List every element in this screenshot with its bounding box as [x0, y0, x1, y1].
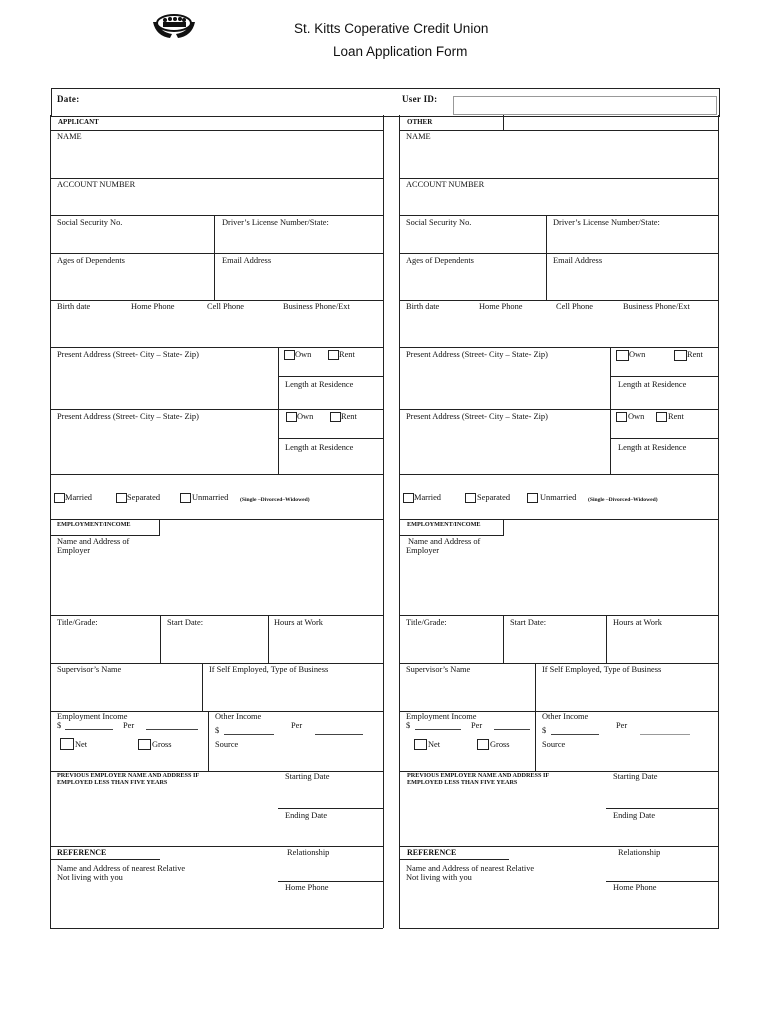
self-employed-label: If Self Employed, Type of Business: [209, 665, 329, 674]
unmarried-label: Unmarried: [192, 493, 229, 502]
relative-label-1: Name and Address of nearest Relative: [57, 864, 186, 873]
account-number-label: ACCOUNT NUMBER: [57, 180, 136, 189]
other-own-label: Own: [629, 350, 646, 359]
own-checkbox-2[interactable]: [286, 412, 297, 422]
gross-checkbox[interactable]: [138, 739, 151, 750]
start-date-label: Start Date:: [167, 618, 204, 627]
other-income-per-line[interactable]: [494, 729, 530, 730]
per-label: Per: [123, 721, 135, 730]
other-net-checkbox[interactable]: [414, 739, 427, 750]
supervisor-label: Supervisor’s Name: [57, 665, 122, 674]
other-supervisor-label: Supervisor’s Name: [406, 665, 471, 674]
other-home-phone-label: Home Phone: [479, 302, 523, 311]
employer-label-2: Employer: [57, 546, 91, 555]
source-label: Source: [215, 740, 239, 749]
other-cell-phone-label: Cell Phone: [556, 302, 593, 311]
length-residence-label-2: Length at Residence: [285, 443, 354, 452]
dollar-sign: $: [57, 721, 62, 730]
other-unmarried-note: (Single –Divorced–Widowed): [588, 497, 658, 503]
unmarried-note: (Single –Divorced–Widowed): [240, 497, 310, 503]
other-other-per-label: Per: [616, 721, 628, 730]
other-relationship-label: Relationship: [618, 848, 661, 857]
ages-dependents-label: Ages of Dependents: [57, 256, 125, 265]
other-other-income-label: Other Income: [542, 712, 589, 721]
other-emp-per-label: Per: [471, 721, 483, 730]
married-checkbox[interactable]: [54, 493, 65, 503]
employment-label: EMPLOYMENT/INCOME: [57, 521, 131, 528]
business-phone-label: Business Phone/Ext: [283, 302, 350, 311]
other-income-amount-line[interactable]: [415, 729, 461, 730]
other-income-label: Other Income: [215, 712, 262, 721]
other-ending-date-label: Ending Date: [613, 811, 656, 820]
other-employer-label-1: Name and Address of: [408, 537, 481, 546]
other-ssn-label: Social Security No.: [406, 218, 472, 227]
ref-home-phone-label: Home Phone: [285, 883, 329, 892]
other-rent-checkbox-2[interactable]: [656, 412, 667, 422]
prev-employer-label-1: PREVIOUS EMPLOYER NAME AND ADDRESS IF: [57, 772, 200, 779]
starting-date-label: Starting Date: [285, 772, 330, 781]
other-separated-label: Separated: [477, 493, 511, 502]
hours-work-label: Hours at Work: [274, 618, 323, 627]
date-label: Date:: [57, 94, 80, 104]
other-employer-label-2: Employer: [406, 546, 440, 555]
other-self-employed-label: If Self Employed, Type of Business: [542, 665, 662, 674]
income-per-line[interactable]: [146, 729, 198, 730]
other-unmarried-label: Unmarried: [540, 493, 577, 502]
unmarried-checkbox[interactable]: [180, 493, 191, 503]
rent-checkbox[interactable]: [328, 350, 339, 360]
rent-checkbox-2[interactable]: [330, 412, 341, 422]
other-unmarried-checkbox[interactable]: [527, 493, 538, 503]
other-start-date-label: Start Date:: [510, 618, 547, 627]
other-source-label: Source: [542, 740, 566, 749]
other-length-residence-label: Length at Residence: [618, 380, 687, 389]
employer-label-1: Name and Address of: [57, 537, 130, 546]
gross-label: Gross: [152, 740, 172, 749]
other-rent-label-2: Rent: [668, 412, 684, 421]
other-reference-label: REFERENCE: [407, 848, 457, 857]
applicant-section-label: APPLICANT: [58, 118, 99, 126]
other-dollar-sign: $: [215, 726, 220, 735]
other-birth-date-label: Birth date: [406, 302, 440, 311]
other-emp-dollar-sign: $: [406, 721, 411, 730]
other-hours-work-label: Hours at Work: [613, 618, 662, 627]
other-married-checkbox[interactable]: [403, 493, 414, 503]
other-prev-employer-label-2: EMPLOYED LESS THAN FIVE YEARS: [407, 779, 518, 786]
other-employment-label: EMPLOYMENT/INCOME: [407, 521, 481, 528]
title-grade-label: Title/Grade:: [57, 618, 98, 627]
other-present-address-label-2: Present Address (Street- City – State- Zip): [406, 412, 548, 421]
other-married-label: Married: [414, 493, 441, 502]
hands-holding-people-icon: [150, 12, 198, 42]
other-business-phone-label: Business Phone/Ext: [623, 302, 690, 311]
other-email-label: Email Address: [553, 256, 603, 265]
married-label: Married: [65, 493, 92, 502]
prev-employer-label-2: EMPLOYED LESS THAN FIVE YEARS: [57, 779, 168, 786]
other-other-dollar-sign: $: [542, 726, 547, 735]
other-length-residence-label-2: Length at Residence: [618, 443, 687, 452]
net-label: Net: [75, 740, 88, 749]
other-drivers-license-label: Driver’s License Number/State:: [553, 218, 660, 227]
other-other-per-line[interactable]: [640, 734, 690, 735]
other-rent-checkbox[interactable]: [674, 350, 687, 361]
relationship-label: Relationship: [287, 848, 330, 857]
other-own-checkbox-2[interactable]: [616, 412, 627, 422]
other-separated-checkbox[interactable]: [465, 493, 476, 503]
other-gross-label: Gross: [490, 740, 510, 749]
birth-date-label: Birth date: [57, 302, 91, 311]
other-rent-label: Rent: [687, 350, 703, 359]
separated-checkbox[interactable]: [116, 493, 127, 503]
present-address-label-2: Present Address (Street- City – State- Zip): [57, 412, 199, 421]
other-own-label-2: Own: [628, 412, 645, 421]
other-starting-date-label: Starting Date: [613, 772, 658, 781]
own-checkbox[interactable]: [284, 350, 295, 360]
relative-label-2: Not living with you: [57, 873, 123, 882]
email-label: Email Address: [222, 256, 272, 265]
other-ref-home-phone-label: Home Phone: [613, 883, 657, 892]
length-residence-label: Length at Residence: [285, 380, 354, 389]
own-label-2: Own: [297, 412, 314, 421]
name-label: NAME: [57, 132, 82, 141]
form-title: Loan Application Form: [333, 44, 468, 59]
ending-date-label: Ending Date: [285, 811, 328, 820]
own-label: Own: [295, 350, 312, 359]
employment-income-label: Employment Income: [57, 712, 128, 721]
other-gross-checkbox[interactable]: [477, 739, 489, 750]
logo: [150, 12, 198, 42]
other-ages-dependents-label: Ages of Dependents: [406, 256, 474, 265]
user-id-label: User ID:: [402, 94, 438, 104]
separated-label: Separated: [127, 493, 161, 502]
cell-phone-label: Cell Phone: [207, 302, 244, 311]
other-employment-income-label: Employment Income: [406, 712, 477, 721]
other-title-grade-label: Title/Grade:: [406, 618, 447, 627]
other-other-amount-line[interactable]: [551, 734, 599, 735]
other-income-amount-line[interactable]: [224, 734, 274, 735]
other-present-address-label: Present Address (Street- City – State- Zip): [406, 350, 548, 359]
org-name: St. Kitts Coperative Credit Union: [294, 21, 489, 36]
other-account-number-label: ACCOUNT NUMBER: [406, 180, 485, 189]
present-address-label: Present Address (Street- City – State- Zip): [57, 350, 199, 359]
other-own-checkbox[interactable]: [616, 350, 629, 361]
other-section-label: OTHER: [407, 118, 433, 126]
other-net-label: Net: [428, 740, 441, 749]
home-phone-label: Home Phone: [131, 302, 175, 311]
other-prev-employer-label-1: PREVIOUS EMPLOYER NAME AND ADDRESS IF: [407, 772, 550, 779]
drivers-license-label: Driver’s License Number/State:: [222, 218, 329, 227]
rent-label: Rent: [339, 350, 355, 359]
other-relative-label-1: Name and Address of nearest Relative: [406, 864, 535, 873]
rent-label-2: Rent: [341, 412, 357, 421]
net-checkbox[interactable]: [60, 738, 74, 750]
reference-label: REFERENCE: [57, 848, 107, 857]
other-relative-label-2: Not living with you: [406, 873, 472, 882]
other-per-line[interactable]: [315, 734, 363, 735]
other-name-label: NAME: [406, 132, 431, 141]
ssn-label: Social Security No.: [57, 218, 123, 227]
user-id-input[interactable]: [453, 96, 717, 115]
income-amount-line[interactable]: [65, 729, 113, 730]
other-per-label: Per: [291, 721, 303, 730]
